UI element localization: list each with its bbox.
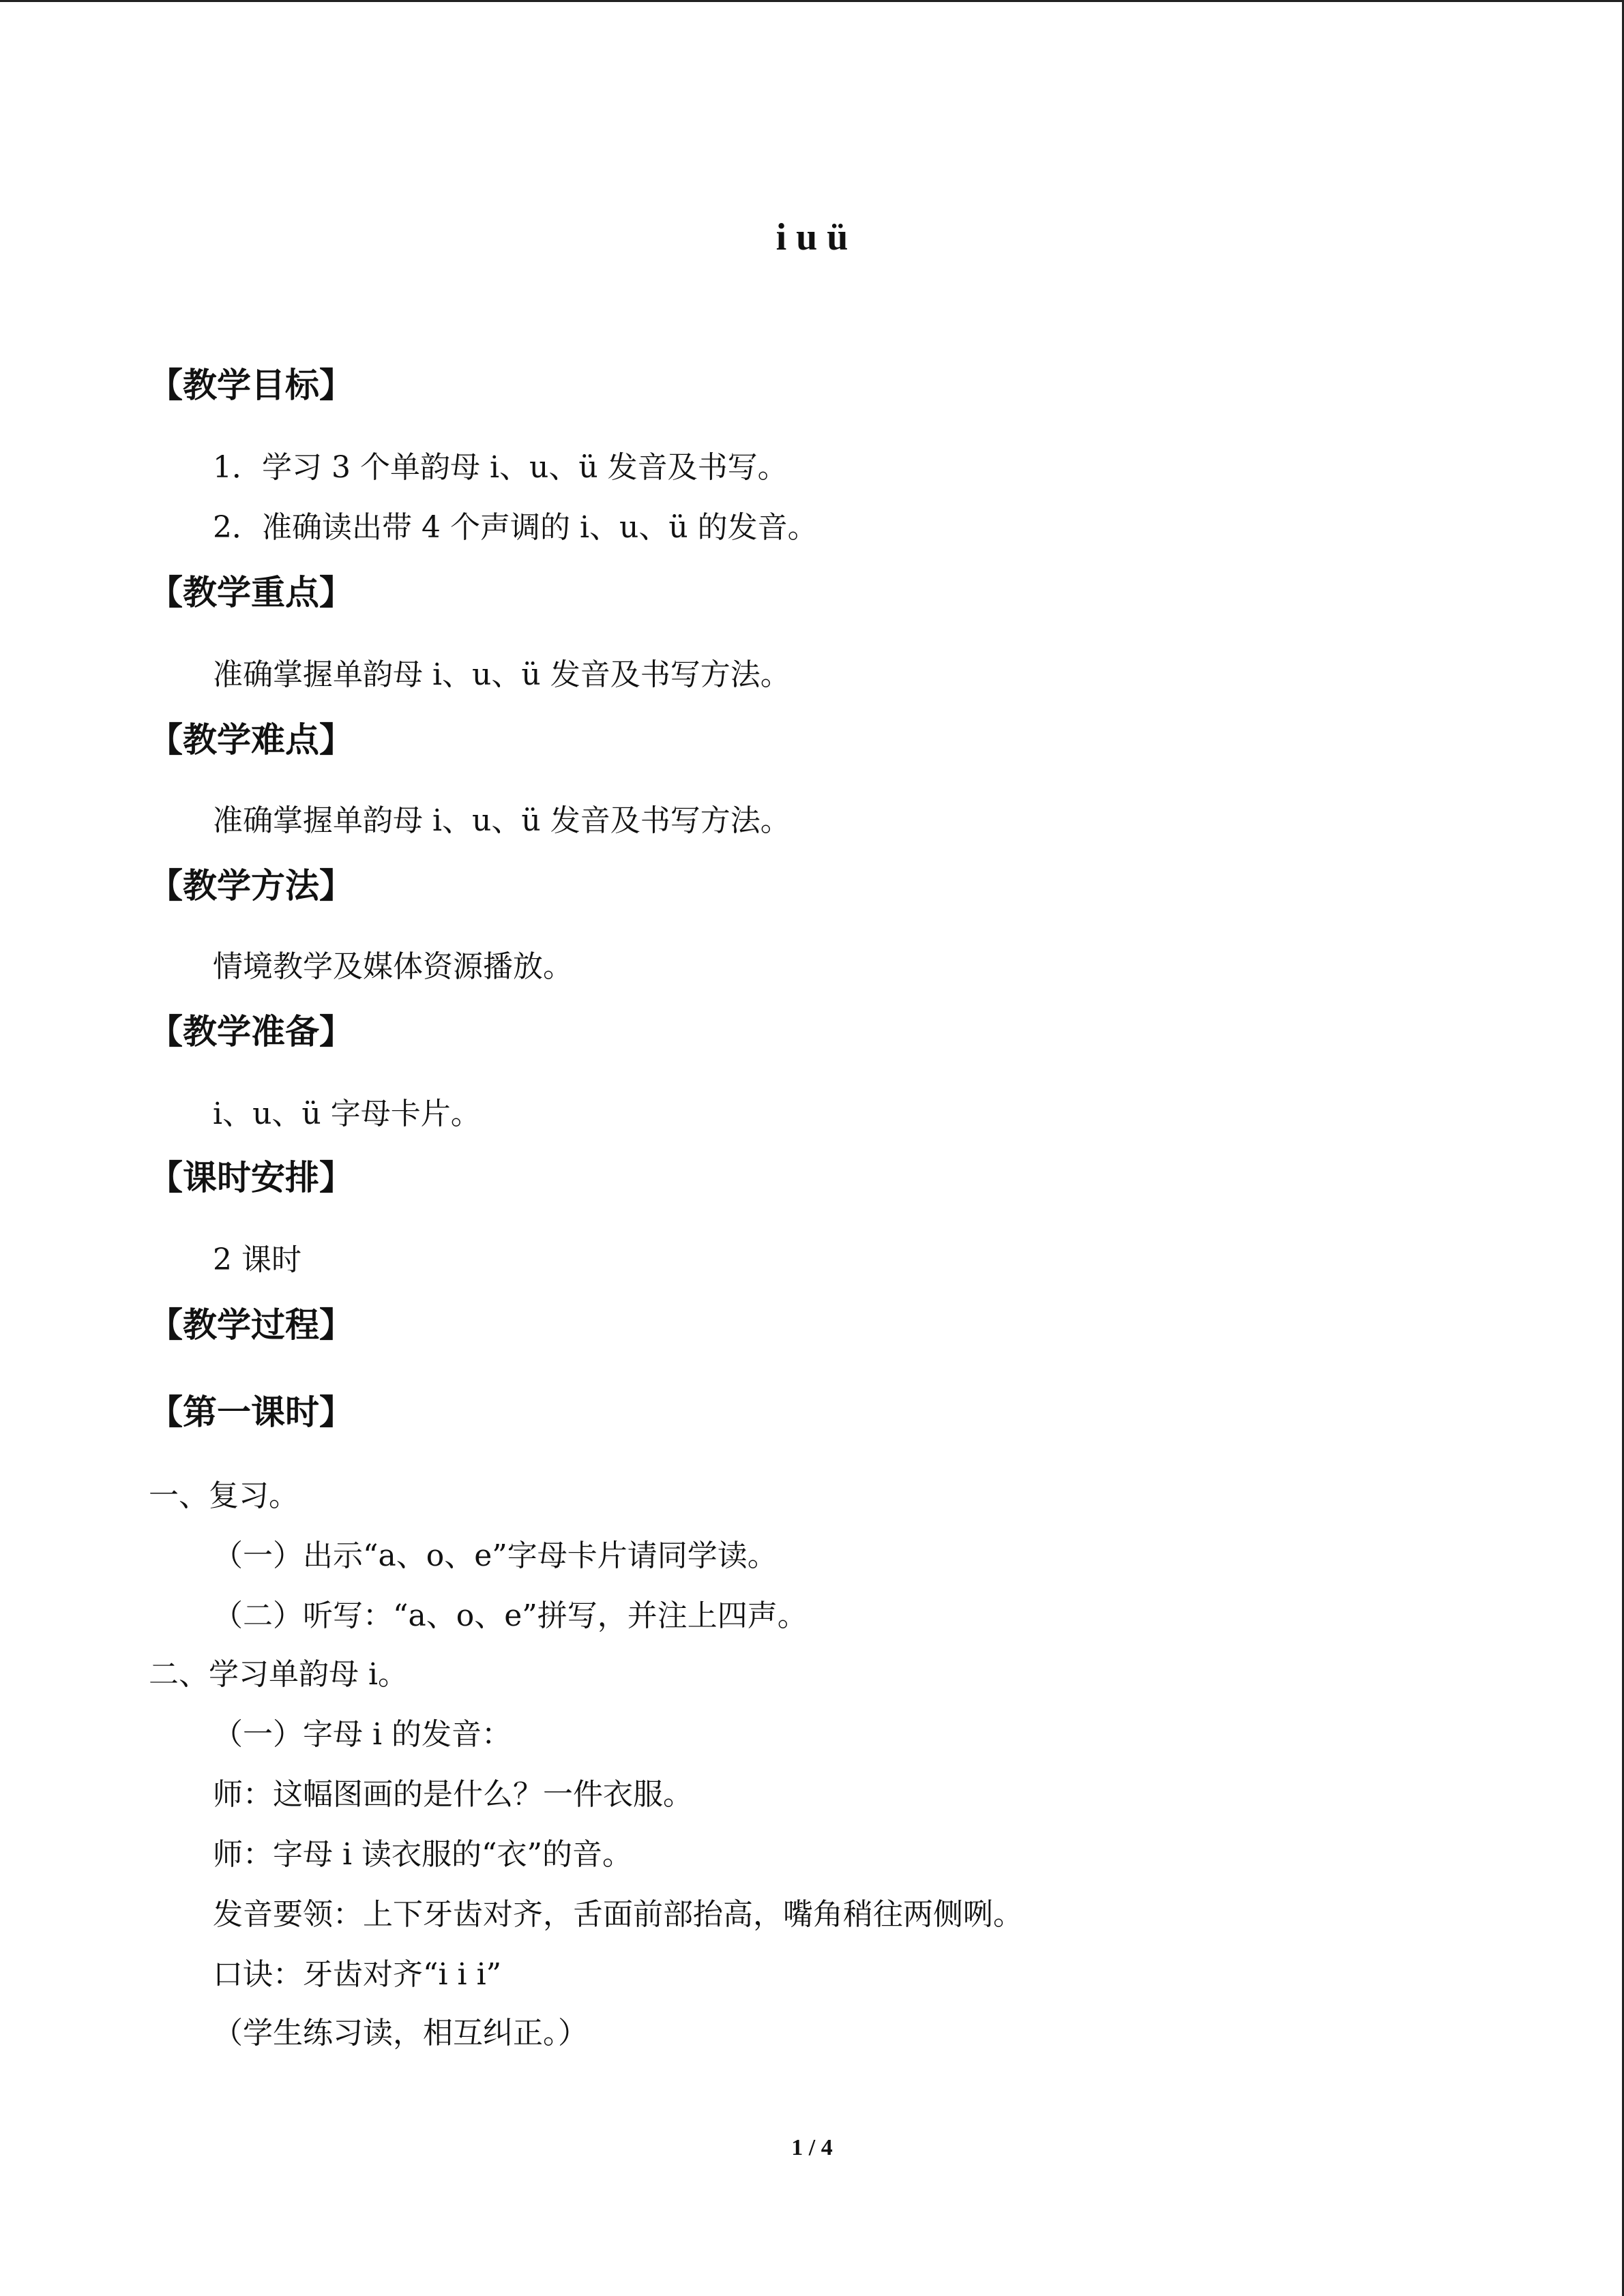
goal-item-1: 1．学习 3 个单韵母 i、u、ü 发音及书写。 xyxy=(213,450,788,485)
methods-text: 情境教学及媒体资源播放。 xyxy=(213,949,573,984)
heading-difficulties: 【教学难点】 xyxy=(149,720,353,760)
learn-i-subtitle: （一）字母 i 的发音： xyxy=(213,1717,512,1752)
review-item-1: （一）出示“a、o、e”字母卡片请同学读。 xyxy=(213,1538,778,1573)
heading-teaching-methods: 【教学方法】 xyxy=(149,866,353,906)
difficulties-text: 准确掌握单韵母 i、u、ü 发音及书写方法。 xyxy=(213,803,791,838)
heading-teaching-process: 【教学过程】 xyxy=(149,1305,353,1345)
page-number: 1 / 4 xyxy=(791,2135,833,2160)
learn-i-line-2: 师：字母 i 读衣服的“衣”的音。 xyxy=(213,1837,633,1872)
heading-key-points: 【教学重点】 xyxy=(149,573,353,612)
heading-teaching-goals: 【教学目标】 xyxy=(149,366,353,405)
key-points-text: 准确掌握单韵母 i、u、ü 发音及书写方法。 xyxy=(213,657,791,692)
schedule-text: 2 课时 xyxy=(213,1242,301,1277)
preparation-text: i、u、ü 字母卡片。 xyxy=(213,1097,481,1131)
heading-schedule: 【课时安排】 xyxy=(149,1158,353,1197)
heading-first-lesson: 【第一课时】 xyxy=(149,1392,353,1432)
review-title: 一、复习。 xyxy=(149,1478,299,1513)
learn-i-line-5: （学生练习读，相互纠正。） xyxy=(213,2016,588,2051)
document-title: i u ü xyxy=(776,216,848,258)
top-border-line xyxy=(0,0,1624,2)
learn-i-title: 二、学习单韵母 i。 xyxy=(149,1657,409,1692)
learn-i-line-4: 口诀：牙齿对齐“i i i” xyxy=(213,1957,502,1992)
review-item-2: （二）听写：“a、o、e”拼写，并注上四声。 xyxy=(213,1598,808,1633)
learn-i-line-1: 师：这幅图画的是什么？一件衣服。 xyxy=(213,1777,693,1812)
goal-item-2: 2．准确读出带 4 个声调的 i、u、ü 的发音。 xyxy=(213,510,818,545)
learn-i-line-3: 发音要领：上下牙齿对齐，舌面前部抬高，嘴角稍往两侧咧。 xyxy=(213,1897,1023,1932)
heading-preparation: 【教学准备】 xyxy=(149,1012,353,1052)
